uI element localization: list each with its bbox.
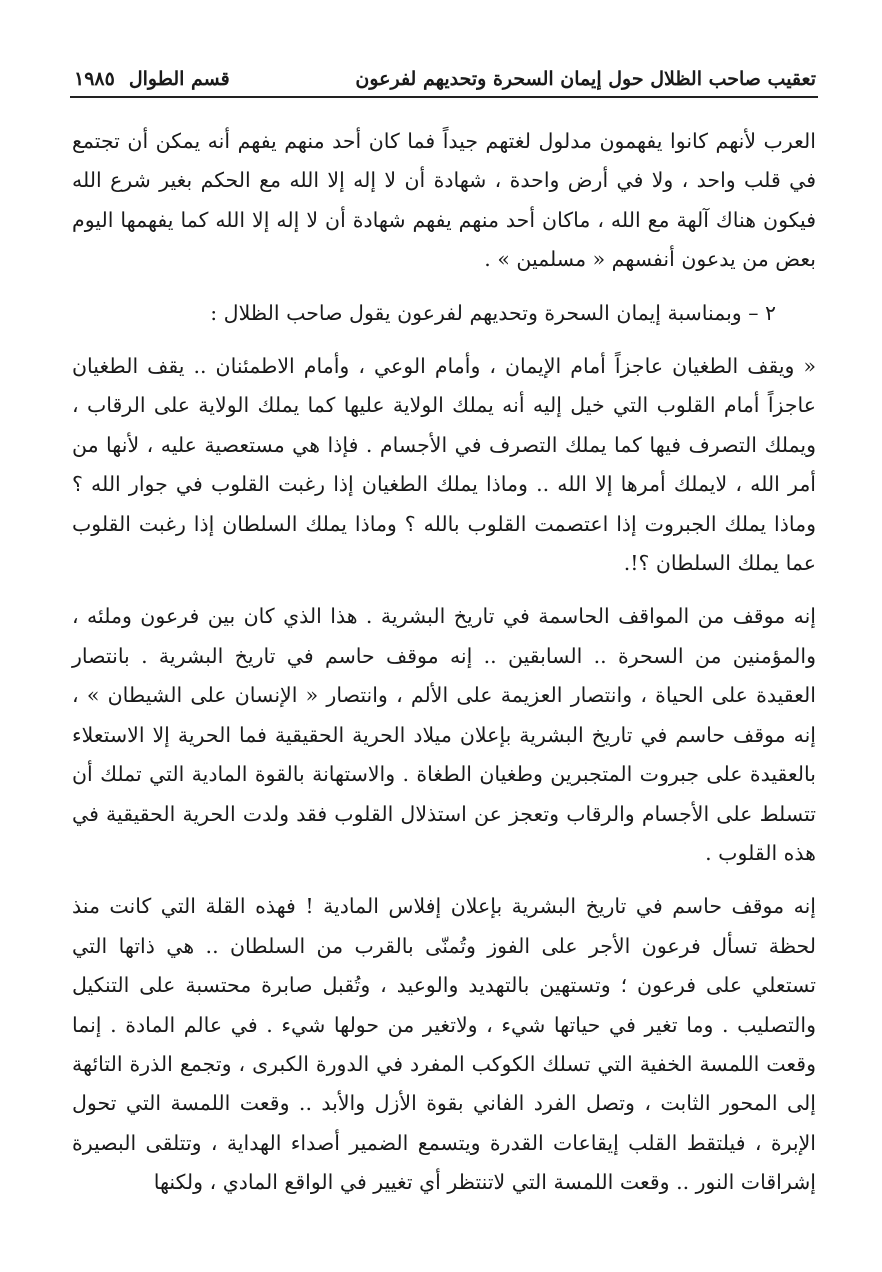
paragraph: إنه موقف حاسم في تاريخ البشرية بإعلان إفلاس المادية ! فهذه القلة التي كانت منذ لحظة تسأل فرعون الأجر على الفوز وتُمنّى بالقرب من السلطان .. هي ذاتها التي تستعلي على فرعون ؛ وتستهين بالتهديد والوعيد ، وتُقبل صابرة محتسبة على التنكيل والتصليب . وما تغير في حياتها شيء ، ولاتغير من حولها شيء . في عالم المادة . إنما وقعت اللمسة الخفية التي تسلك الكوكب المفرد في الدورة الكبرى ، وتجمع الذرة التائهة إلى المحور الثابت ، وتصل الفرد الفاني بقوة الأزل والأبد .. وقعت اللمسة التي تحول الإبرة ، فيلتقط القلب إيقاعات القدرة ويتسمع الضمير أصداء الهداية ، وتتلقى البصيرة إشراقات النور .. وقعت اللمسة التي لاتنتظر أي تغيير في الواقع المادي ، ولكنها: [72, 894, 816, 1195]
paragraph: العرب لأنهم كانوا يفهمون مدلول لغتهم جيداً فما كان أحد منهم يفهم أنه يمكن أن تجتمع في قلب واحد ، ولا في أرض واحدة ، شهادة أن لا إله إلا الله مع الحكم بغير شرع الله فيكون هناك آلهة مع الله ، ماكان أحد منهم يفهم شهادة أن لا إله إلا الله كما يفهمها اليوم بعض من يدعون أنفسهم « مسلمين » .: [72, 129, 816, 272]
header-divider: [70, 96, 818, 98]
section-name: قسم الطوال: [128, 68, 230, 90]
paragraph: إنه موقف من المواقف الحاسمة في تاريخ البشرية . هذا الذي كان بين فرعون وملئه ، والمؤمنين من السحرة .. السابقين .. إنه موقف حاسم في تاريخ البشرية . بانتصار العقيدة على الحياة ، وانتصار العزيمة على الألم ، وانتصار « الإنسان على الشيطان » ، إنه موقف حاسم في تاريخ البشرية بإعلان ميلاد الحرية الحقيقية فما الحرية إلا الاستعلاء بالعقيدة على جبروت المتجبرين وطغيان الطغاة . والاستهانة بالقوة المادية التي تملك أن تتسلط على الأجسام والرقاب وتعجز عن استذلال القلوب فقد ولدت الحرية الحقيقية في هذه القلوب .: [72, 604, 816, 865]
page-number: ١٩٨٥: [74, 68, 115, 90]
body-text: [72, 122, 816, 1203]
header-meta: [74, 68, 230, 90]
running-header: [74, 56, 816, 90]
header-title: تعقيب صاحب الظلال حول إيمان السحرة وتحديهم لفرعون: [355, 68, 816, 90]
paragraph: « ويقف الطغيان عاجزاً أمام الإيمان ، وأمام الوعي ، وأمام الاطمئنان .. يقف الطغيان عاجزاً أمام القلوب التي خيل إليه أنه يملك الولاية عليها كما يملك الولاية على الرقاب ، ويملك التصرف فيها كما يملك التصرف في الأجسام . فإذا هي مستعصية عليه ، لأنها من أمر الله ، لايملك أمرها إلا الله .. وماذا يملك الطغيان إذا رغبت القلوب في جوار الله ؟ وماذا يملك الجبروت إذا اعتصمت القلوب بالله ؟ وماذا يملك السلطان إذا رغبت القلوب عما يملك السلطان ؟!.: [72, 354, 816, 576]
paragraph: ٢ – وبمناسبة إيمان السحرة وتحديهم لفرعون يقول صاحب الظلال :: [210, 300, 776, 325]
